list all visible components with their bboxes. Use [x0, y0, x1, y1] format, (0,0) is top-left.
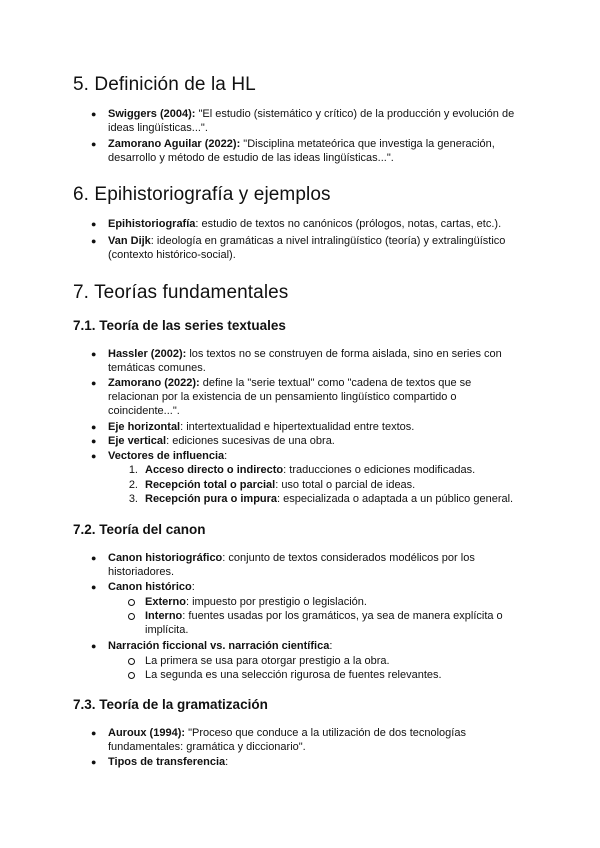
item-label: Epihistoriografía — [108, 218, 196, 230]
section-5-heading: 5. Definición de la HL — [73, 74, 256, 95]
circle-bullet-icon — [128, 613, 135, 620]
circle-bullet-icon — [128, 672, 135, 679]
item-label: Interno — [145, 610, 183, 622]
item-text: : intertextualidad e hipertextualidad entre textos. — [180, 421, 415, 433]
bullet-icon: ● — [91, 582, 97, 592]
item-text: : traducciones o ediciones modificadas. — [283, 464, 476, 476]
item-text-cont: desarrollo y método de estudio de las ideas lingüísticas...". — [108, 152, 394, 164]
list-number: 2. — [128, 479, 138, 491]
item-label: Eje vertical — [108, 435, 167, 447]
item-text: "El estudio (sistemático y crítico) de la producción y evolución de — [195, 108, 515, 120]
item-label: Zamorano (2022): — [108, 377, 200, 389]
list-item — [108, 449, 227, 463]
item-text: : especializada o adaptada a un público general. — [277, 493, 514, 505]
list-item — [108, 551, 475, 565]
sub-list-item — [145, 595, 367, 609]
item-text: "Proceso que conduce a la utilización de dos tecnologías — [185, 727, 466, 739]
item-text-cont: relacionan por la existencia de un pensamiento lingüístico compartido o — [108, 391, 457, 403]
bullet-icon: ● — [91, 109, 97, 119]
bullet-icon: ● — [91, 219, 97, 229]
item-text: "Disciplina metateórica que investiga la generación, — [240, 138, 495, 150]
sub-list-item — [145, 609, 503, 623]
item-text-cont: ideas lingüísticas...". — [108, 122, 208, 134]
item-text-cont: temáticas comunes. — [108, 362, 206, 374]
list-number: 1. — [128, 464, 138, 476]
list-number: 3. — [128, 493, 138, 505]
item-text: : ediciones sucesivas de una obra. — [166, 435, 335, 447]
item-label: Tipos de transferencia — [108, 756, 226, 768]
item-label: Externo — [145, 596, 186, 608]
numbered-item — [145, 463, 475, 477]
list-item — [108, 580, 195, 594]
list-item — [108, 217, 501, 231]
numbered-item — [145, 478, 415, 492]
item-label: Canon histórico — [108, 581, 192, 593]
bullet-icon: ● — [91, 436, 97, 446]
bullet-icon: ● — [91, 139, 97, 149]
item-label: Canon historiográfico — [108, 552, 223, 564]
item-label: Vectores de influencia — [108, 450, 225, 462]
item-label: Hassler (2002): — [108, 348, 187, 360]
subsection-7-3-heading: 7.3. Teoría de la gramatización — [73, 697, 268, 712]
bullet-icon: ● — [91, 378, 97, 388]
subsection-7-2-heading: 7.2. Teoría del canon — [73, 522, 206, 537]
item-text: : — [191, 581, 195, 593]
list-item — [108, 376, 471, 390]
sub-list-item: La segunda es una selección rigurosa de fuentes relevantes. — [145, 669, 442, 681]
item-text: : — [224, 450, 228, 462]
item-text: : — [329, 640, 333, 652]
item-label: Acceso directo o indirecto — [145, 464, 284, 476]
bullet-icon: ● — [91, 422, 97, 432]
item-text: los textos no se construyen de forma aislada, sino en series con — [186, 348, 502, 360]
list-item — [108, 420, 414, 434]
section-7-heading: 7. Teorías fundamentales — [73, 282, 289, 303]
item-text: : fuentes usadas por los gramáticos, ya sea de manera explícita o — [182, 610, 503, 622]
item-text: : uso total o parcial de ideas. — [275, 479, 416, 491]
section-6-heading: 6. Epihistoriografía y ejemplos — [73, 184, 331, 205]
item-label: Eje horizontal — [108, 421, 181, 433]
list-item — [108, 726, 466, 740]
item-text-cont: coincidente...". — [108, 405, 180, 417]
item-label: Recepción total o parcial — [145, 479, 276, 491]
sub-list-item: La primera se usa para otorgar prestigio a la obra. — [145, 655, 390, 667]
item-label: Swiggers (2004): — [108, 108, 196, 120]
circle-bullet-icon — [128, 599, 135, 606]
item-text-cont: historiadores. — [108, 566, 175, 578]
item-text-cont: (contexto histórico-social). — [108, 249, 236, 261]
list-item — [108, 234, 505, 248]
item-text: : ideología en gramáticas a nivel intralingüístico (teoría) y extralingüístico — [150, 235, 506, 247]
item-text-cont: implícita. — [145, 624, 189, 636]
item-text: : conjunto de textos considerados modélicos por los — [222, 552, 475, 564]
list-item — [108, 107, 514, 121]
item-text: : estudio de textos no canónicos (prólogos, notas, cartas, etc.). — [195, 218, 502, 230]
bullet-icon: ● — [91, 757, 97, 767]
bullet-icon: ● — [91, 451, 97, 461]
circle-bullet-icon — [128, 658, 135, 665]
item-label: Zamorano Aguilar (2022): — [108, 138, 241, 150]
bullet-icon: ● — [91, 641, 97, 651]
numbered-item — [145, 492, 513, 506]
item-label: Auroux (1994): — [108, 727, 186, 739]
item-label: Recepción pura o impura — [145, 493, 278, 505]
list-item — [108, 347, 502, 361]
item-label: Narración ficcional vs. narración científica — [108, 640, 330, 652]
item-text-cont: fundamentales: gramática y diccionario". — [108, 741, 306, 753]
list-item — [108, 639, 332, 653]
item-text: : impuesto por prestigio o legislación. — [185, 596, 367, 608]
item-text: define la "serie textual" como "cadena de textos que se — [199, 377, 472, 389]
subsection-7-1-heading: 7.1. Teoría de las series textuales — [73, 318, 286, 333]
bullet-icon: ● — [91, 236, 97, 246]
list-item — [108, 434, 335, 448]
bullet-icon: ● — [91, 728, 97, 738]
list-item — [108, 755, 228, 769]
item-text: : — [225, 756, 229, 768]
bullet-icon: ● — [91, 349, 97, 359]
item-label: Van Dijk — [108, 235, 151, 247]
bullet-icon: ● — [91, 553, 97, 563]
list-item — [108, 137, 495, 151]
